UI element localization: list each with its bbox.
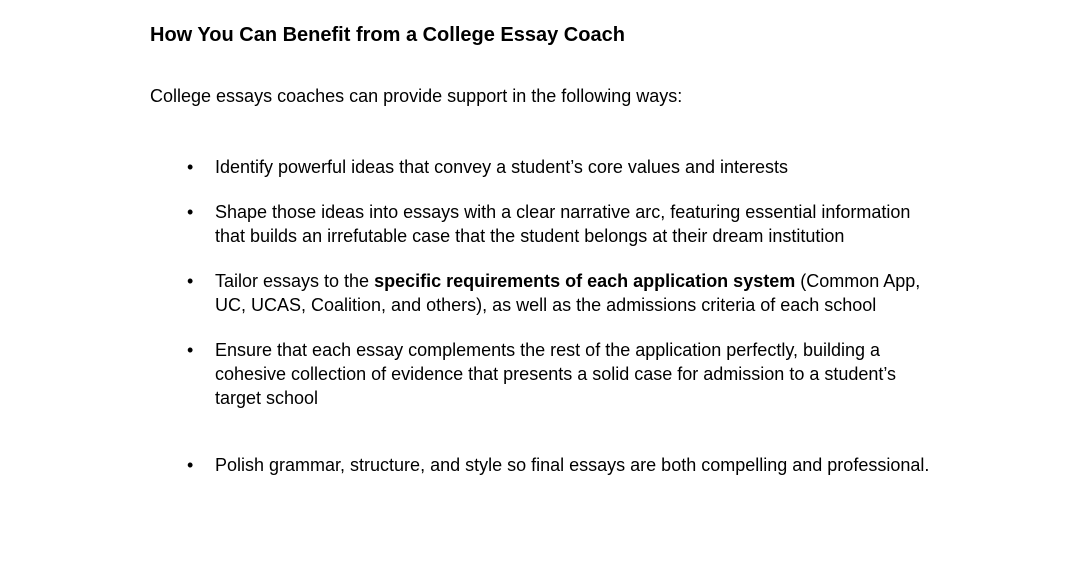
bullet-icon: •: [187, 202, 194, 222]
text-segment: Shape those ideas into essays with a clear narrative arc, featuring essential information that builds an irrefutable case that the student belongs at their dream institution: [215, 202, 911, 246]
text-segment: (Common App, UC, UCAS, Coalition, and others), as well as the admissions criteria of each school: [215, 271, 921, 315]
bullet-icon: •: [187, 455, 194, 475]
bullet-icon: •: [187, 340, 194, 360]
list-item: [187, 338, 932, 410]
benefits-list: [150, 155, 932, 477]
intro-paragraph: College essays coaches can provide support in the following ways:: [150, 86, 683, 106]
bullet-icon: •: [187, 157, 194, 177]
list-item: [187, 269, 932, 317]
bold-text-segment: specific requirements of each application system: [374, 271, 796, 291]
document-content: [150, 22, 932, 498]
text-segment: Identify powerful ideas that convey a student’s core values and interests: [215, 157, 789, 177]
document-title: How You Can Benefit from a College Essay Coach: [150, 24, 625, 46]
list-item: [187, 155, 932, 179]
list-item: [187, 200, 932, 248]
text-segment: Tailor essays to the: [215, 271, 375, 291]
text-segment: Polish grammar, structure, and style so final essays are both compelling and professional.: [215, 455, 930, 475]
list-item: [187, 453, 932, 477]
text-segment: Ensure that each essay complements the rest of the application perfectly, building a cohesive collection of evidence that presents a solid case for admission to a student’s target school: [215, 340, 897, 408]
bullet-icon: •: [187, 271, 194, 291]
